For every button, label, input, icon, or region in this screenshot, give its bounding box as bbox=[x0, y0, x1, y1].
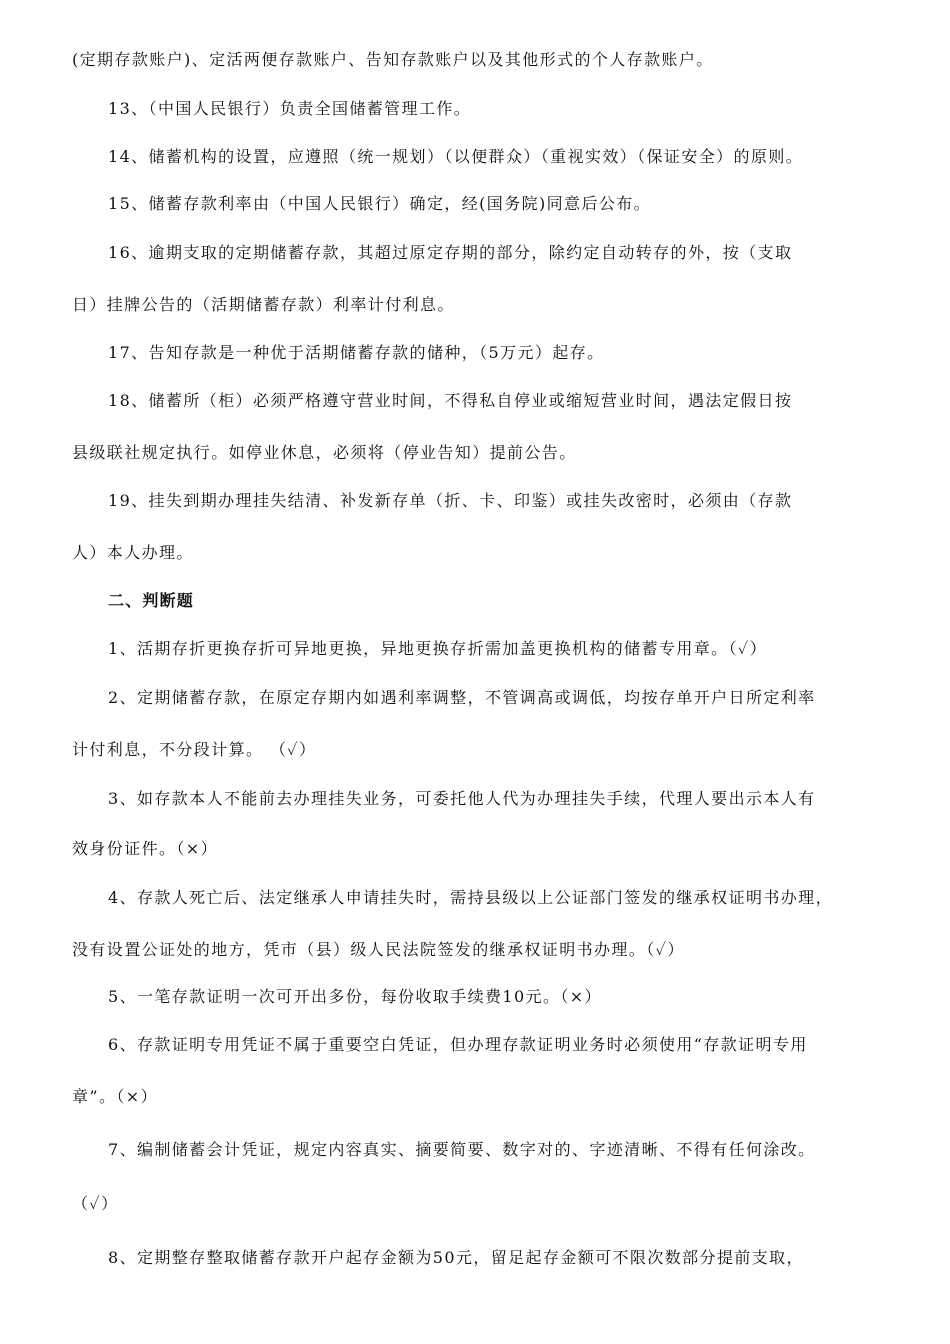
text-line: 章”。（×） bbox=[72, 1087, 158, 1106]
text-line: 日）挂牌公告的（活期储蓄存款）利率计付利息。 bbox=[72, 295, 455, 314]
text-line: 人）本人办理。 bbox=[72, 543, 194, 562]
text-line: 8、定期整存整取储蓄存款开户起存金额为50元，留足起存金额可不限次数部分提前支取， bbox=[108, 1248, 804, 1267]
text-line: 18、储蓄所（柜）必须严格遵守营业时间，不得私自停业或缩短营业时间，遇法定假日按 bbox=[108, 391, 793, 410]
text-line: 5、一笔存款证明一次可开出多份，每份收取手续费10元。（×） bbox=[108, 987, 602, 1006]
text-line: （✓） bbox=[72, 1194, 119, 1213]
text-line: 计付利息，不分段计算。 （✓） bbox=[72, 740, 317, 759]
text-line: 没有设置公证处的地方，凭市（县）级人民法院签发的继承权证明书办理。（✓） bbox=[72, 940, 685, 959]
text-line: 6、存款证明专用凭证不属于重要空白凭证，但办理存款证明业务时必须使用“存款证明专用 bbox=[108, 1035, 808, 1054]
text-line: 16、逾期支取的定期储蓄存款，其超过原定存期的部分，除约定自动转存的外，按（支取 bbox=[108, 243, 793, 262]
text-line: 17、告知存款是一种优于活期储蓄存款的储种，（5万元）起存。 bbox=[108, 343, 605, 362]
text-line: 3、如存款本人不能前去办理挂失业务，可委托他人代为办理挂失手续，代理人要出示本人有 bbox=[108, 789, 816, 808]
text-line: 2、定期储蓄存款，在原定存期内如遇利率调整，不管调高或调低，均按存单开户日所定利率 bbox=[108, 688, 816, 707]
text-line: 13、（中国人民银行）负责全国储蓄管理工作。 bbox=[108, 99, 472, 118]
text-line: 7、编制储蓄会计凭证，规定内容真实、摘要简要、数字对的、字迹清晰、不得有任何涂改。 bbox=[108, 1140, 816, 1159]
text-line: 15、储蓄存款利率由（中国人民银行）确定，经(国务院)同意后公布。 bbox=[108, 194, 652, 213]
text-line: 县级联社规定执行。如停业休息，必须将（停业告知）提前公告。 bbox=[72, 443, 577, 462]
text-line: 14、储蓄机构的设置，应遵照（统一规划）（以便群众）（重视实效）（保证安全）的原则。 bbox=[108, 147, 804, 166]
text-line: (定期存款账户)、定活两便存款账户、告知存款账户以及其他形式的个人存款账户。 bbox=[72, 50, 714, 69]
text-line: 19、挂失到期办理挂失结清、补发新存单（折、卡、印鉴）或挂失改密时，必须由（存款 bbox=[108, 491, 793, 510]
section-heading: 二、判断题 bbox=[108, 591, 195, 610]
text-line: 1、活期存折更换存折可异地更换，异地更换存折需加盖更换机构的储蓄专用章。（✓） bbox=[108, 639, 768, 658]
text-line: 4、存款人死亡后、法定继承人申请挂失时，需持县级以上公证部门签发的继承权证明书办理， bbox=[108, 888, 833, 907]
text-line: 效身份证件。（×） bbox=[72, 839, 219, 858]
